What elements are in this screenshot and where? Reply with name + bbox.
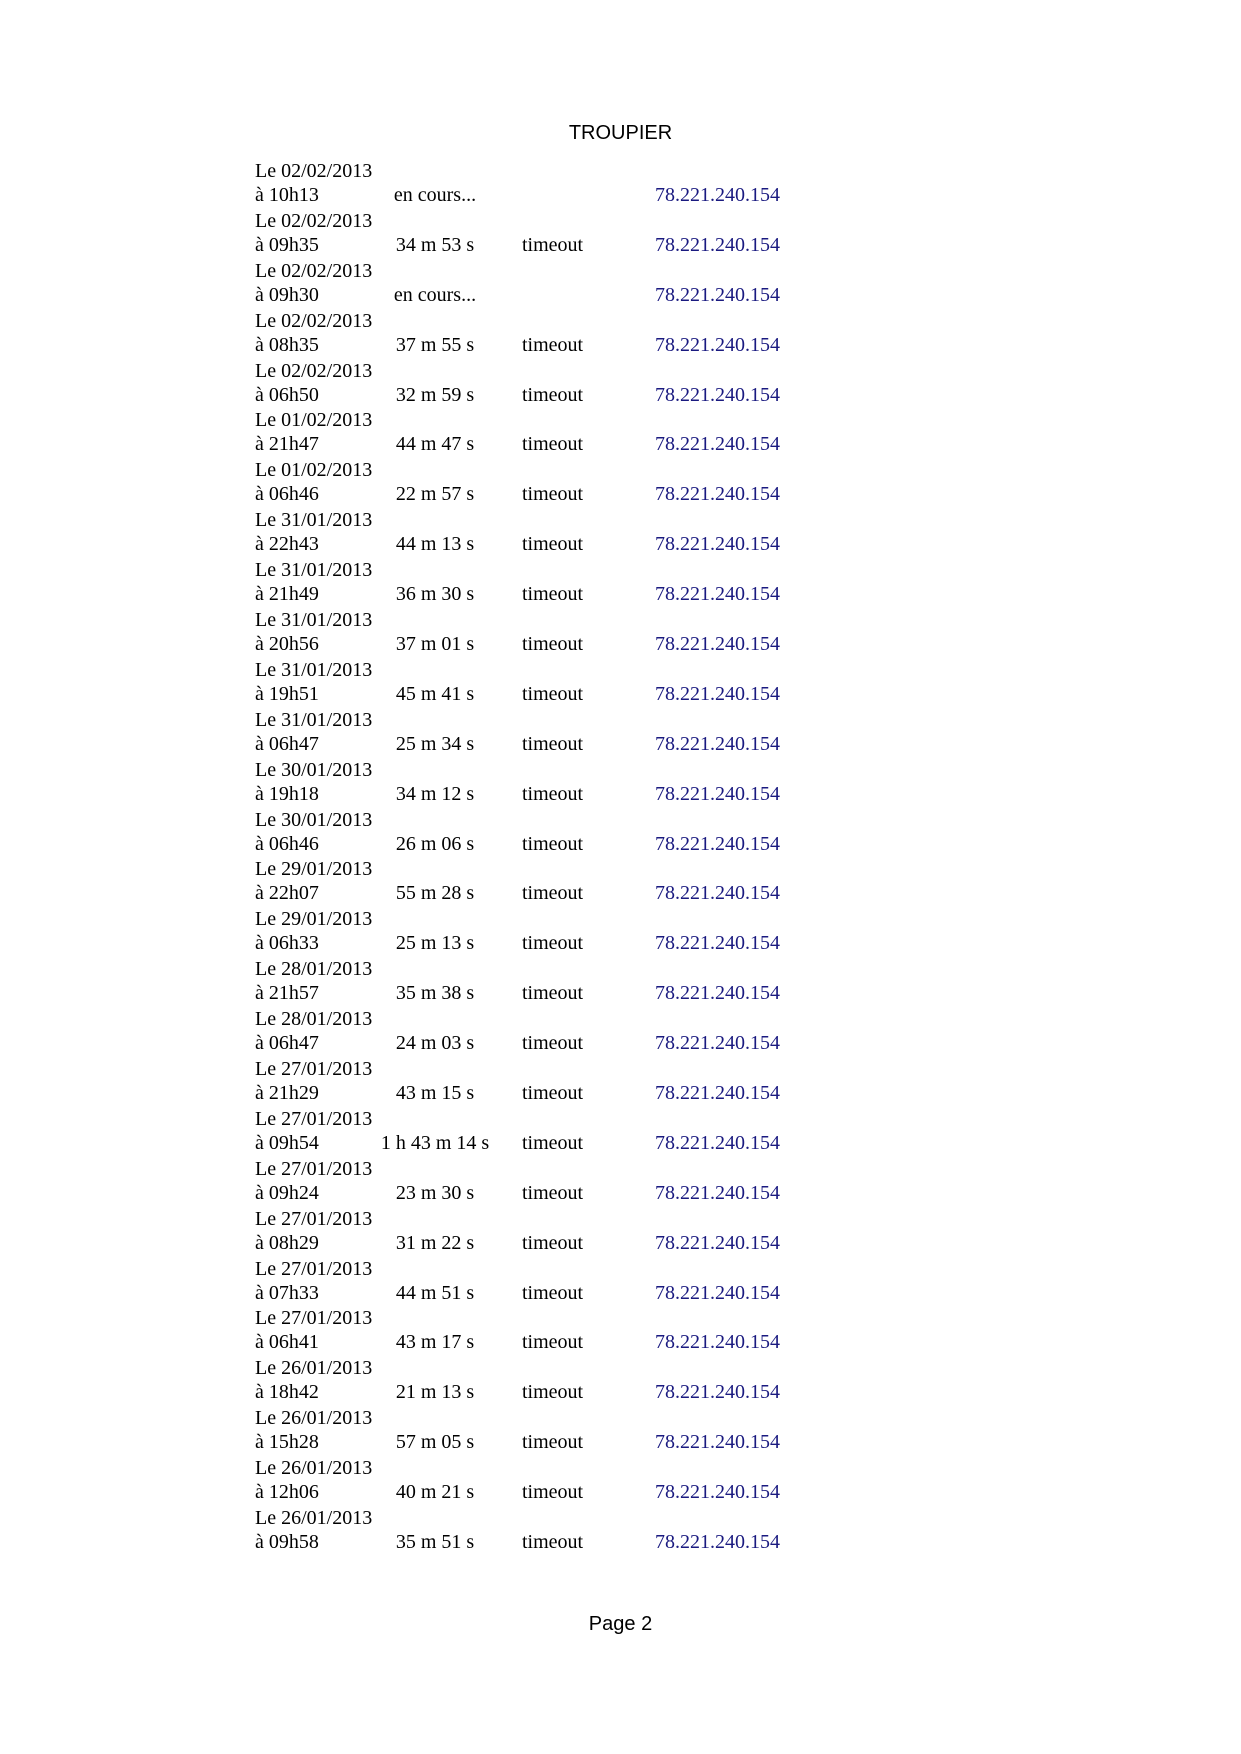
row-time: à 21h49 — [255, 583, 319, 606]
row-ip-address: 78.221.240.154 — [655, 1481, 780, 1504]
table-row — [255, 310, 815, 360]
row-duration: 23 m 30 s — [395, 1181, 475, 1204]
row-duration: 35 m 51 s — [395, 1531, 475, 1554]
row-date: Le 29/01/2013 — [255, 858, 373, 881]
table-row — [255, 1258, 815, 1308]
row-duration: en cours... — [393, 283, 477, 306]
row-ip-address: 78.221.240.154 — [655, 1181, 780, 1204]
table-row — [255, 559, 815, 609]
table-row — [255, 1457, 815, 1507]
row-date: Le 26/01/2013 — [255, 1507, 373, 1530]
row-time: à 09h35 — [255, 233, 319, 256]
row-ip-address: 78.221.240.154 — [655, 583, 780, 606]
row-status: timeout — [522, 383, 584, 406]
page-number: Page 2 — [588, 1613, 653, 1635]
row-duration: 40 m 21 s — [395, 1481, 475, 1504]
connection-log-table — [255, 160, 815, 1557]
row-status: timeout — [522, 1531, 584, 1554]
row-duration: 43 m 17 s — [395, 1331, 475, 1354]
row-time: à 20h56 — [255, 633, 319, 656]
row-ip-address: 78.221.240.154 — [655, 433, 780, 456]
row-date: Le 26/01/2013 — [255, 1407, 373, 1430]
table-row — [255, 759, 815, 809]
row-duration: 36 m 30 s — [395, 583, 475, 606]
row-duration: 44 m 13 s — [395, 533, 475, 556]
row-time: à 06h47 — [255, 1032, 319, 1055]
row-time: à 09h24 — [255, 1181, 319, 1204]
row-date: Le 31/01/2013 — [255, 658, 373, 681]
row-date: Le 27/01/2013 — [255, 1157, 373, 1180]
table-row — [255, 858, 815, 908]
row-ip-address: 78.221.240.154 — [655, 782, 780, 805]
row-ip-address: 78.221.240.154 — [655, 283, 780, 306]
row-duration: 24 m 03 s — [395, 1032, 475, 1055]
table-row — [255, 1208, 815, 1258]
row-ip-address: 78.221.240.154 — [655, 184, 780, 206]
row-date: Le 27/01/2013 — [255, 1058, 373, 1081]
row-duration: 21 m 13 s — [395, 1381, 475, 1404]
row-duration: 31 m 22 s — [395, 1231, 475, 1254]
row-status: timeout — [522, 682, 584, 705]
row-status: timeout — [522, 782, 584, 805]
row-duration: 1 h 43 m 14 s — [380, 1131, 490, 1154]
row-time: à 21h57 — [255, 982, 319, 1005]
table-row — [255, 1507, 815, 1557]
table-row — [255, 709, 815, 759]
row-time: à 21h29 — [255, 1082, 319, 1105]
row-time: à 10h13 — [255, 184, 319, 206]
page-header-title: TROUPIER — [568, 122, 673, 144]
row-ip-address: 78.221.240.154 — [655, 233, 780, 256]
row-ip-address: 78.221.240.154 — [655, 982, 780, 1005]
row-date: Le 01/02/2013 — [255, 409, 373, 432]
row-status: timeout — [522, 1481, 584, 1504]
row-time: à 08h29 — [255, 1231, 319, 1254]
row-duration: 35 m 38 s — [395, 982, 475, 1005]
table-row — [255, 908, 815, 958]
row-status: timeout — [522, 583, 584, 606]
row-time: à 09h30 — [255, 283, 319, 306]
row-status: timeout — [522, 732, 584, 755]
row-ip-address: 78.221.240.154 — [655, 1381, 780, 1404]
row-status: timeout — [522, 982, 584, 1005]
row-ip-address: 78.221.240.154 — [655, 1531, 780, 1554]
row-status: timeout — [522, 1181, 584, 1204]
row-status: timeout — [522, 333, 584, 356]
row-date: Le 29/01/2013 — [255, 908, 373, 931]
row-time: à 09h58 — [255, 1531, 319, 1554]
row-date: Le 02/02/2013 — [255, 359, 373, 382]
row-status: timeout — [522, 1331, 584, 1354]
table-row — [255, 1108, 815, 1158]
row-status: timeout — [522, 233, 584, 256]
row-ip-address: 78.221.240.154 — [655, 1281, 780, 1304]
row-date: Le 28/01/2013 — [255, 1008, 373, 1031]
row-date: Le 02/02/2013 — [255, 309, 373, 332]
row-date: Le 01/02/2013 — [255, 459, 373, 482]
row-ip-address: 78.221.240.154 — [655, 1082, 780, 1105]
row-duration: 34 m 53 s — [395, 233, 475, 256]
row-time: à 19h18 — [255, 782, 319, 805]
row-ip-address: 78.221.240.154 — [655, 533, 780, 556]
row-ip-address: 78.221.240.154 — [655, 333, 780, 356]
row-duration: 25 m 34 s — [395, 732, 475, 755]
row-date: Le 27/01/2013 — [255, 1107, 373, 1130]
row-duration: 45 m 41 s — [395, 682, 475, 705]
row-time: à 06h46 — [255, 483, 319, 506]
row-date: Le 02/02/2013 — [255, 160, 373, 182]
table-row — [255, 360, 815, 410]
table-row — [255, 1058, 815, 1108]
row-status: timeout — [522, 433, 584, 456]
table-row — [255, 1307, 815, 1357]
row-time: à 09h54 — [255, 1131, 319, 1154]
row-date: Le 31/01/2013 — [255, 609, 373, 632]
row-date: Le 26/01/2013 — [255, 1357, 373, 1380]
row-ip-address: 78.221.240.154 — [655, 1231, 780, 1254]
row-duration: 55 m 28 s — [395, 882, 475, 905]
row-status: timeout — [522, 633, 584, 656]
table-row — [255, 509, 815, 559]
row-date: Le 02/02/2013 — [255, 259, 373, 282]
row-date: Le 27/01/2013 — [255, 1307, 373, 1330]
row-date: Le 31/01/2013 — [255, 509, 373, 532]
table-row — [255, 1008, 815, 1058]
table-row — [255, 809, 815, 859]
row-time: à 19h51 — [255, 682, 319, 705]
row-duration: 34 m 12 s — [395, 782, 475, 805]
row-time: à 15h28 — [255, 1431, 319, 1454]
row-status: timeout — [522, 932, 584, 955]
row-status: timeout — [522, 1381, 584, 1404]
table-row — [255, 609, 815, 659]
row-time: à 06h47 — [255, 732, 319, 755]
row-time: à 06h46 — [255, 832, 319, 855]
table-row — [255, 1357, 815, 1407]
table-row — [255, 409, 815, 459]
row-ip-address: 78.221.240.154 — [655, 932, 780, 955]
row-date: Le 30/01/2013 — [255, 758, 373, 781]
row-time: à 18h42 — [255, 1381, 319, 1404]
row-duration: 44 m 51 s — [395, 1281, 475, 1304]
row-duration: 43 m 15 s — [395, 1082, 475, 1105]
row-date: Le 26/01/2013 — [255, 1457, 373, 1480]
table-row — [255, 459, 815, 509]
row-ip-address: 78.221.240.154 — [655, 483, 780, 506]
row-date: Le 31/01/2013 — [255, 559, 373, 582]
row-status: timeout — [522, 1231, 584, 1254]
row-status: timeout — [522, 533, 584, 556]
row-duration: 44 m 47 s — [395, 433, 475, 456]
table-row — [255, 210, 815, 260]
row-status: timeout — [522, 1281, 584, 1304]
row-ip-address: 78.221.240.154 — [655, 633, 780, 656]
row-time: à 12h06 — [255, 1481, 319, 1504]
row-duration: en cours... — [393, 184, 477, 206]
row-ip-address: 78.221.240.154 — [655, 732, 780, 755]
row-ip-address: 78.221.240.154 — [655, 1032, 780, 1055]
row-time: à 06h41 — [255, 1331, 319, 1354]
row-duration: 37 m 55 s — [395, 333, 475, 356]
row-ip-address: 78.221.240.154 — [655, 832, 780, 855]
row-status: timeout — [522, 1431, 584, 1454]
row-date: Le 27/01/2013 — [255, 1207, 373, 1230]
row-ip-address: 78.221.240.154 — [655, 1431, 780, 1454]
row-duration: 26 m 06 s — [395, 832, 475, 855]
row-ip-address: 78.221.240.154 — [655, 882, 780, 905]
row-time: à 07h33 — [255, 1281, 319, 1304]
row-date: Le 28/01/2013 — [255, 958, 373, 981]
row-time: à 08h35 — [255, 333, 319, 356]
row-duration: 57 m 05 s — [395, 1431, 475, 1454]
row-status: timeout — [522, 882, 584, 905]
row-time: à 22h43 — [255, 533, 319, 556]
row-duration: 25 m 13 s — [395, 932, 475, 955]
row-duration: 22 m 57 s — [395, 483, 475, 506]
row-status: timeout — [522, 483, 584, 506]
row-status: timeout — [522, 1082, 584, 1105]
row-duration: 32 m 59 s — [395, 383, 475, 406]
row-date: Le 02/02/2013 — [255, 209, 373, 232]
row-status: timeout — [522, 1032, 584, 1055]
row-status: timeout — [522, 832, 584, 855]
row-date: Le 31/01/2013 — [255, 708, 373, 731]
row-ip-address: 78.221.240.154 — [655, 1331, 780, 1354]
row-time: à 22h07 — [255, 882, 319, 905]
row-time: à 06h33 — [255, 932, 319, 955]
table-row — [255, 958, 815, 1008]
table-row — [255, 659, 815, 709]
row-time: à 21h47 — [255, 433, 319, 456]
row-time: à 06h50 — [255, 383, 319, 406]
table-row — [255, 260, 815, 310]
row-status: timeout — [522, 1131, 584, 1154]
table-row — [255, 1158, 815, 1208]
row-date: Le 30/01/2013 — [255, 808, 373, 831]
row-date: Le 27/01/2013 — [255, 1257, 373, 1280]
row-ip-address: 78.221.240.154 — [655, 1131, 780, 1154]
table-row — [255, 160, 815, 210]
row-duration: 37 m 01 s — [395, 633, 475, 656]
row-ip-address: 78.221.240.154 — [655, 383, 780, 406]
table-row — [255, 1407, 815, 1457]
row-ip-address: 78.221.240.154 — [655, 682, 780, 705]
